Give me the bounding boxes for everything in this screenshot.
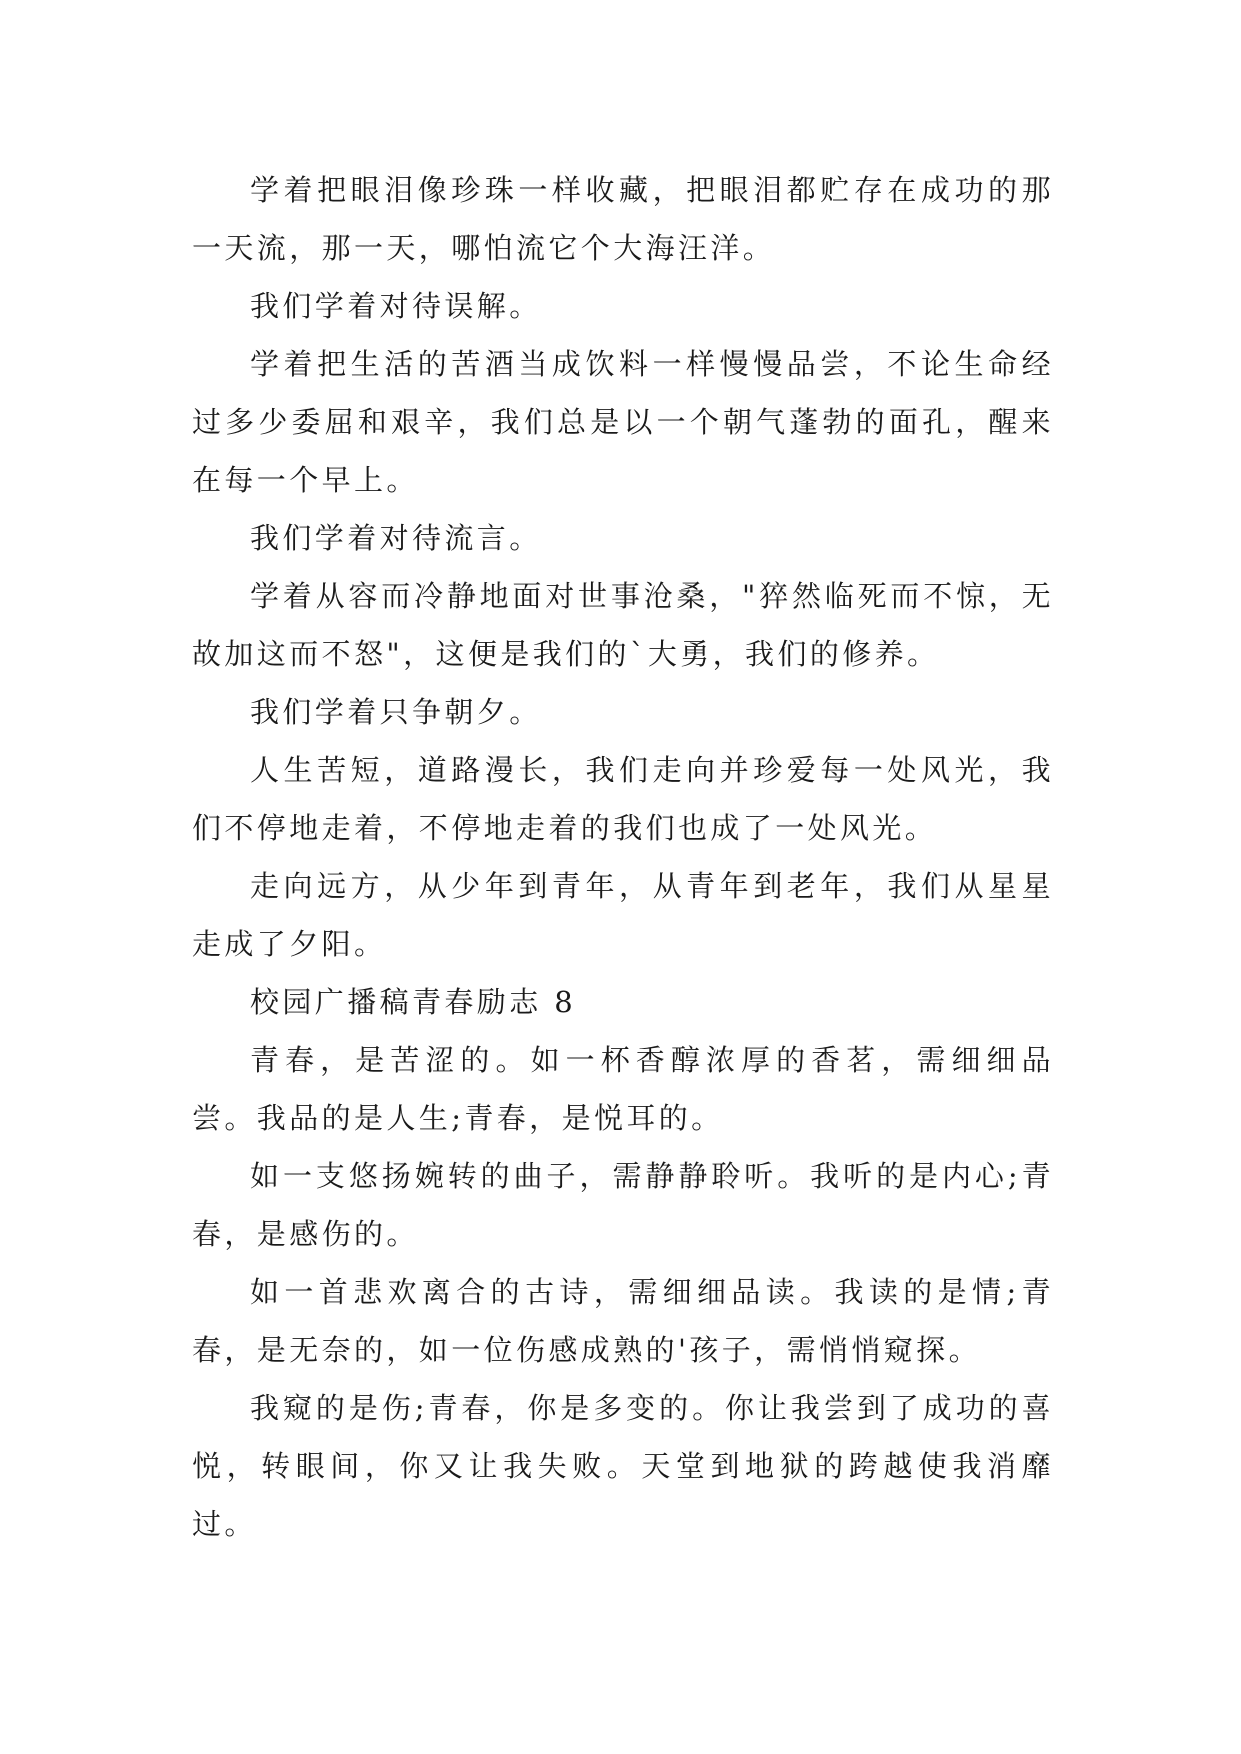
paragraph: 我窥的是伤;青春，你是多变的。你让我尝到了成功的喜悦，转眼间，你又让我失败。天堂到地狱的跨越使我消靡过。 (192, 1391, 1054, 1541)
paragraph: 学着把眼泪像珍珠一样收藏，把眼泪都贮存在成功的那一天流，那一天，哪怕流它个大海汪洋。 (192, 173, 1054, 265)
paragraph: 我们学着只争朝夕。 (250, 695, 542, 729)
article-body (192, 161, 1054, 1553)
paragraph: 青春，是苦涩的。如一杯香醇浓厚的香茗，需细细品尝。我品的是人生;青春，是悦耳的。 (192, 1043, 1054, 1135)
paragraph: 学着把生活的苦酒当成饮料一样慢慢品尝，不论生命经过多少委屈和艰辛，我们总是以一个朝气蓬勃的面孔，醒来在每一个早上。 (192, 347, 1054, 497)
paragraph: 走向远方，从少年到青年，从青年到老年，我们从星星走成了夕阳。 (192, 869, 1054, 961)
paragraph: 学着从容而冷静地面对世事沧桑，"猝然临死而不惊，无故加这而不怒"，这便是我们的`大勇，我们的修养。 (192, 579, 1054, 671)
paragraph: 如一支悠扬婉转的曲子，需静静聆听。我听的是内心;青春，是感伤的。 (192, 1159, 1054, 1251)
paragraph: 人生苦短，道路漫长，我们走向并珍爱每一处风光，我们不停地走着，不停地走着的我们也成了一处风光。 (192, 753, 1054, 845)
paragraph: 如一首悲欢离合的古诗，需细细品读。我读的是情;青春，是无奈的，如一位伤感成熟的'孩子，需悄悄窥探。 (192, 1275, 1054, 1367)
paragraph: 我们学着对待误解。 (250, 289, 542, 323)
section-heading: 校园广播稿青春励志 8 (250, 985, 577, 1019)
paragraph: 我们学着对待流言。 (250, 521, 542, 555)
